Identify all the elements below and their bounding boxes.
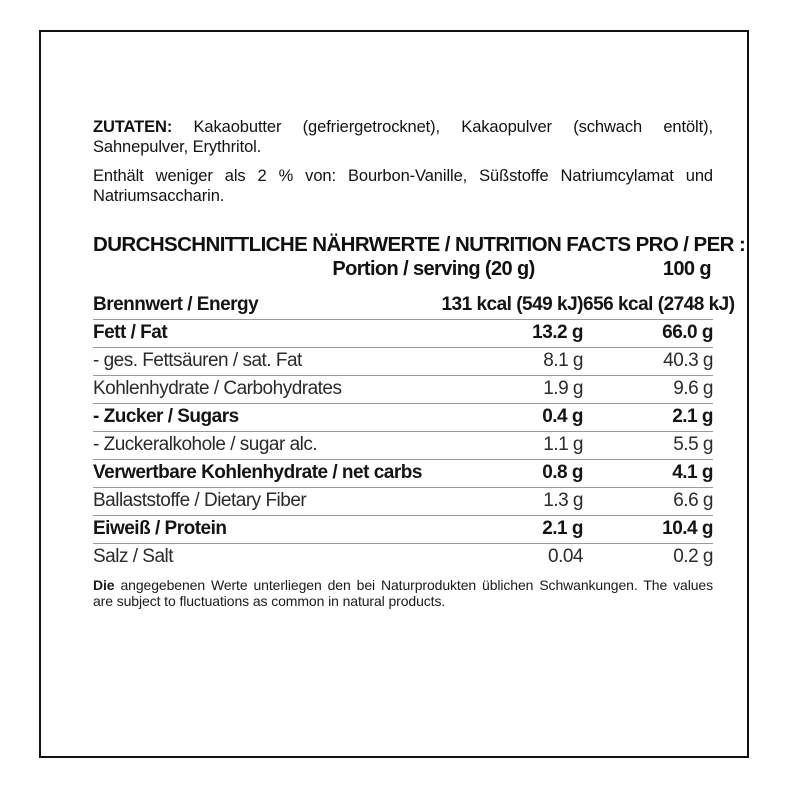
table-row (93, 347, 713, 375)
nutrition-table (93, 292, 735, 571)
row-per100-value: 5.5 g (583, 431, 713, 459)
row-label: Ballaststoffe / Dietary Fiber (93, 487, 433, 515)
table-row (93, 319, 713, 347)
column-header-serving: Portion / serving (20 g) (332, 257, 535, 280)
table-row (93, 292, 713, 320)
row-per100-value: 656 kcal (2748 kJ) (583, 292, 713, 320)
column-header-per-100g: 100 g (662, 257, 711, 280)
row-label: - ges. Fettsäuren / sat. Fat (93, 347, 433, 375)
row-serving-value: 0.8 g (433, 459, 583, 487)
row-label: - Zucker / Sugars (93, 403, 433, 431)
row-label: - Zuckeralkohole / sugar alc. (93, 431, 433, 459)
row-serving-value: 13.2 g (433, 319, 583, 347)
table-row (93, 375, 713, 403)
ingredients-list: Kakaobutter (gefriergetrocknet), Kakaopulver (schwach entölt), Sahnepulver, Erythritol. (93, 118, 713, 157)
row-label: Eiweiß / Protein (93, 515, 433, 543)
row-per100-value: 6.6 g (583, 487, 713, 515)
row-per100-value: 2.1 g (583, 403, 713, 431)
row-label: Fett / Fat (93, 319, 433, 347)
row-per100-value: 66.0 g (583, 319, 713, 347)
footnote-lead: Die (93, 576, 115, 593)
ingredients-section (93, 117, 713, 207)
row-per100-value: 10.4 g (583, 515, 713, 543)
footnote-text (93, 577, 713, 609)
row-serving-value: 2.1 g (433, 515, 583, 543)
row-serving-value: 0.04 (548, 545, 583, 567)
row-serving-value: 0.4 g (433, 403, 583, 431)
table-row (93, 431, 713, 459)
label-border-box (39, 30, 749, 758)
nutrition-column-headers (93, 258, 713, 286)
row-serving-value: 1.1 g (433, 431, 583, 459)
nutrition-facts-section (93, 232, 746, 609)
footnote-body: angegebenen Werte unterliegen den bei Naturprodukten üblichen Schwankungen. The values are subject to fluctuations as common in natural products. (93, 576, 713, 609)
row-label: Kohlenhydrate / Carbohydrates (93, 375, 433, 403)
row-per100-value: 40.3 g (583, 347, 713, 375)
row-serving-value: 131 kcal (549 kJ) (433, 292, 583, 320)
nutrition-title: DURCHSCHNITTLICHE NÄHRWERTE / NUTRITION FACTS PRO / PER : (93, 232, 746, 256)
row-serving-value: 1.9 g (433, 375, 583, 403)
table-row (93, 543, 713, 571)
row-per100-value: 9.6 g (583, 375, 713, 403)
row-label: Verwertbare Kohlenhydrate / net carbs (93, 459, 433, 487)
row-serving-value: 1.3 g (433, 487, 583, 515)
table-row (93, 459, 713, 487)
ingredients-note: Enthält weniger als 2 % von: Bourbon-Vanille, Süßstoffe Natriumcylamat und Natriumsaccharin. (93, 167, 713, 206)
table-row (93, 487, 713, 515)
row-label: Salz / Salt (93, 545, 174, 567)
row-per100-value: 4.1 g (583, 459, 713, 487)
row-label: Brennwert / Energy (93, 292, 433, 320)
table-row (93, 403, 713, 431)
table-row (93, 515, 713, 543)
row-per100-value: 0.2 g (673, 545, 713, 567)
row-serving-value: 8.1 g (433, 347, 583, 375)
footnote-section (93, 577, 713, 609)
label-content (93, 117, 746, 609)
ingredients-heading: ZUTATEN: (93, 118, 173, 136)
ingredients-paragraph (93, 117, 713, 157)
